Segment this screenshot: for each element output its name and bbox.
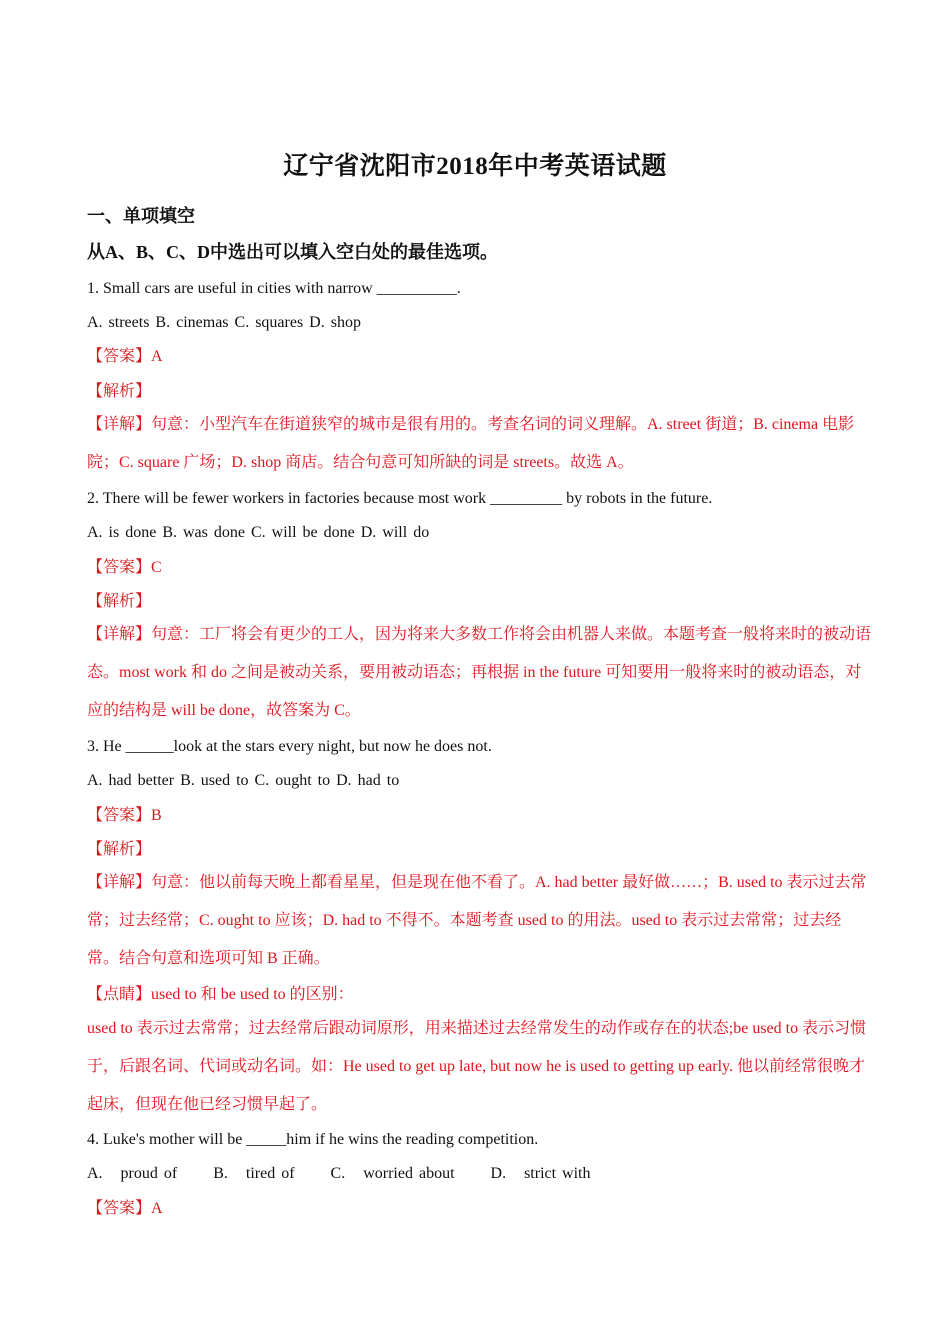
question-options: A. is done B. was done C. will be done D. will do (87, 524, 430, 541)
question-options: A. proud of B. tired of C. worried about D. strict with (87, 1165, 591, 1182)
question-stem: 3. He ______look at the stars every night, but now he does not. (87, 738, 492, 755)
detail-explanation: 【详解】句意：小型汽车在街道狭窄的城市是很有用的。考查名词的词义理解。A. street 街道；B. cinema 电影院；C. square 广场；D. shop 商店。结合句意可知所缺的词是 streets。故选 A。 (87, 416, 855, 471)
question-stem: 2. There will be fewer workers in factories because most work _________ by robots in the future. (87, 490, 713, 507)
answer-label: 【答案】A (87, 1200, 163, 1217)
tip-heading: 【点睛】used to 和 be used to 的区别： (87, 986, 354, 1003)
answer-label: 【答案】C (87, 559, 162, 576)
answer-label: 【答案】B (87, 807, 162, 824)
page-title: 辽宁省沈阳市2018年中考英语试题 (283, 153, 667, 180)
analysis-label: 【解析】 (87, 383, 152, 400)
detail-explanation: 【详解】句意：工厂将会有更少的工人，因为将来大多数工作将会由机器人来做。本题考查一般将来时的被动语态。most work 和 do 之间是被动关系，要用被动语态；再根据 in the future 可知要用一般将来时的被动语态，对应的结构是 will be done，故答案为 C。 (87, 626, 872, 719)
answer-label: 【答案】A (87, 348, 163, 365)
question-stem: 1. Small cars are useful in cities with narrow __________. (87, 280, 461, 297)
detail-explanation: 【详解】句意：他以前每天晚上都看星星，但是现在他不看了。A. had better 最好做……；B. used to 表示过去常常；过去经常；C. ought to 应该；D. had to 不得不。本题考查 used to 的用法。used to 表示过去常常；过去经常。结合句意和选项可知 B 正确。 (87, 874, 867, 967)
question-options: A. had better B. used to C. ought to D. had to (87, 772, 400, 789)
section-instruction: 从A、B、C、D中选出可以填入空白处的最佳选项。 (87, 242, 499, 262)
question-options: A. streets B. cinemas C. squares D. shop (87, 314, 361, 331)
analysis-label: 【解析】 (87, 841, 152, 858)
question-stem: 4. Luke's mother will be _____him if he wins the reading competition. (87, 1131, 539, 1148)
tip-body: used to 表示过去常常；过去经常后跟动词原形，用来描述过去经常发生的动作或存在的状态;be used to 表示习惯于，后跟名词、代词或动名词。如：He used to get up late, but now he is used to getting up early. 他以前经常很晚才起床，但现在他已经习惯早起了。 (87, 1020, 867, 1113)
analysis-label: 【解析】 (87, 593, 152, 610)
section-heading: 一、单项填空 (87, 206, 195, 226)
